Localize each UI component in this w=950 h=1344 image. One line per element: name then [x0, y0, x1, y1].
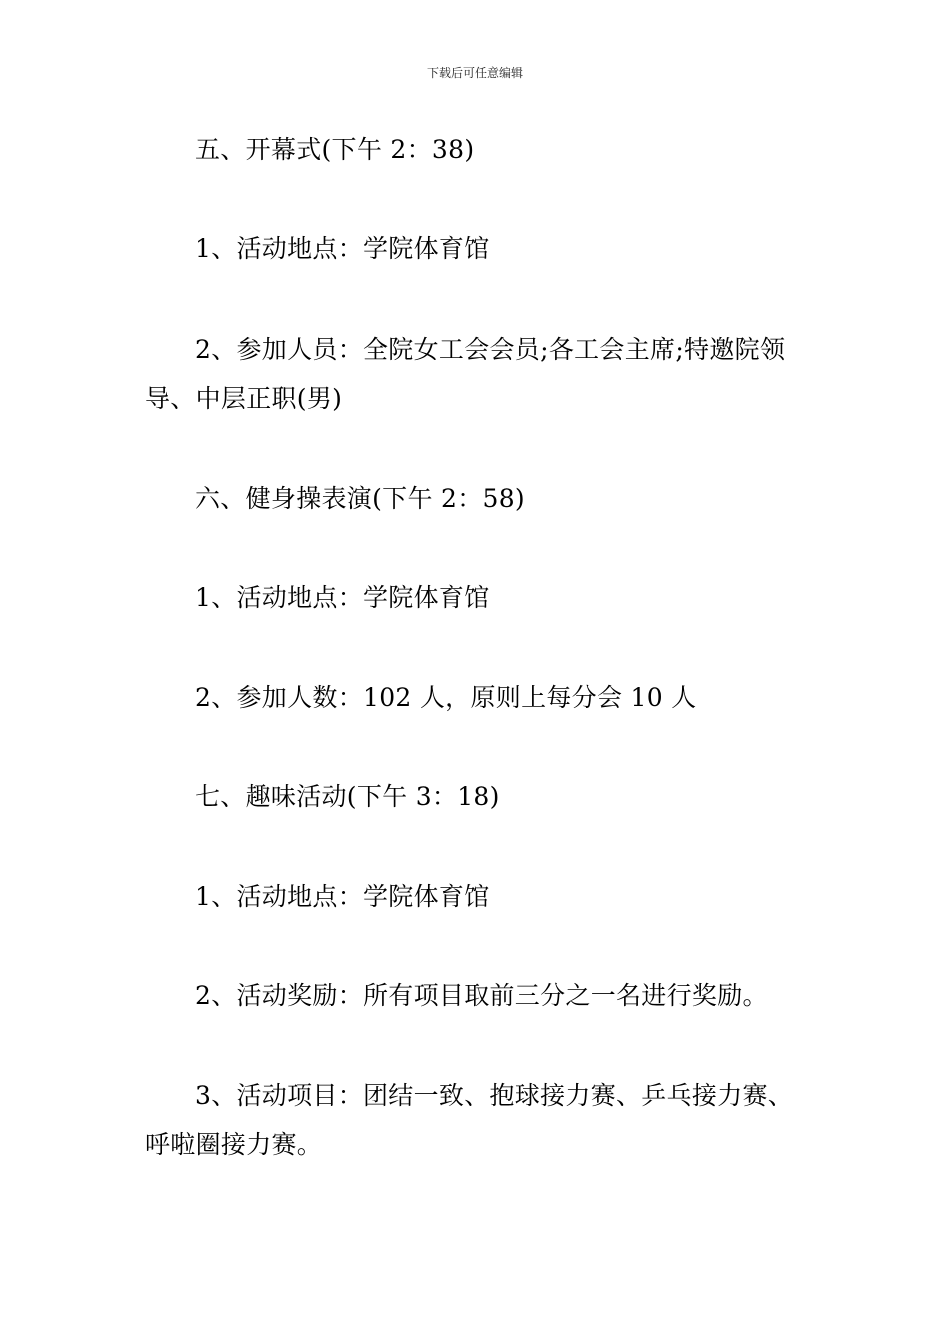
- opening-participants: 2、参加人员：全院女工会会员;各工会主席;特邀院领导、中层正职(男): [145, 335, 786, 413]
- section-heading-opening: 五、开幕式(下午 2：38): [195, 135, 475, 164]
- section-heading-fitness: 六、健身操表演(下午 2：58): [195, 484, 525, 513]
- page-header-note: 下载后可任意编辑: [426, 66, 523, 80]
- opening-location: 1、活动地点：学院体育馆: [195, 234, 490, 263]
- fun-activities-rewards: 2、活动奖励：所有项目取前三分之一名进行奖励。: [195, 981, 768, 1010]
- fitness-participant-count: 2、参加人数：102 人，原则上每分会 10 人: [195, 683, 697, 712]
- fun-activities-location: 1、活动地点：学院体育馆: [195, 882, 490, 911]
- fun-activities-items: 3、活动项目：团结一致、抱球接力赛、乒乓接力赛、呼啦圈接力赛。: [145, 1081, 794, 1159]
- section-heading-fun-activities: 七、趣味活动(下午 3：18): [195, 782, 500, 811]
- fitness-location: 1、活动地点：学院体育馆: [195, 583, 490, 612]
